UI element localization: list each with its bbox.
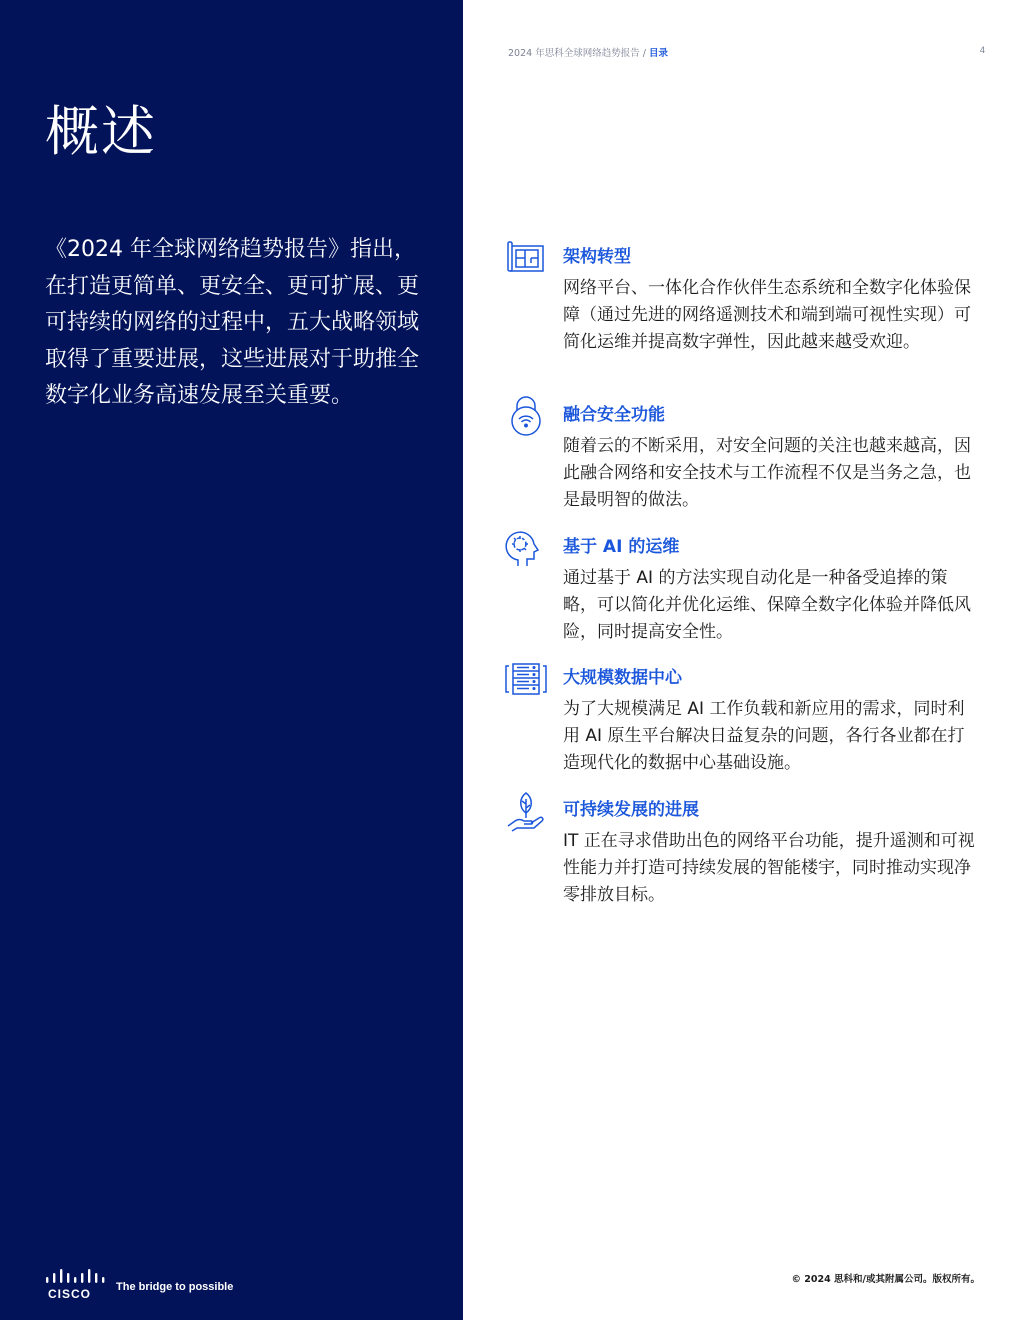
blueprint-icon [505,237,547,279]
intro-paragraph: 《2024 年全球网络趋势报告》指出，在打造更简单、更安全、更可扩展、更可持续的网络的过程中，五大战略领域取得了重要进展，这些进展对于助推全数字化业务高速发展至关重要。 [45,237,420,408]
wifi-lock-icon [505,395,547,437]
section-body: 网络平台、一体化合作伙伴生态系统和全数字化体验保障（通过先进的网络遥测技术和端到端可视性实现）可简化运维并提高数字弹性，因此越来越受欢迎。 [563,278,971,352]
section-body: 随着云的不断采用，对安全问题的关注也越来越高，因此融合网络和安全技术与工作流程不仅是当务之急，也是最明智的做法。 [563,436,971,510]
cisco-wordmark: CISCO [48,1287,92,1300]
copyright-notice: © 2024 思科和/或其附属公司。版权所有。 [791,1274,980,1285]
section-body: IT 正在寻求借助出色的网络平台功能，提升遥测和可视性能力并打造可持续发展的智能楼宇，同时推动实现净零排放目标。 [563,831,975,905]
report-title: 2024 年思科全球网络趋势报告 / [508,48,649,59]
section-title: 基于 AI 的运维 [563,537,680,557]
server-rack-icon [505,658,547,700]
ai-head-icon [505,527,547,569]
brand-tagline: The bridge to possible [116,1281,234,1293]
hand-leaf-icon [505,790,547,832]
section-title: 大规模数据中心 [563,668,682,688]
page-title: 概述 [45,100,157,163]
cisco-logo [45,1268,105,1300]
running-header [508,45,668,59]
page-number: 4 [979,45,985,56]
section-title: 可持续发展的进展 [563,800,699,820]
section-title: 架构转型 [563,247,631,267]
section-title: 融合安全功能 [563,405,665,425]
section-body: 通过基于 AI 的方法实现自动化是一种备受追捧的策略，可以简化并优化运维、保障全数字化体验并降低风险，同时提高安全性。 [563,568,971,642]
section-body: 为了大规模满足 AI 工作负载和新应用的需求，同时利用 AI 原生平台解决日益复杂的问题，各行各业都在打造现代化的数据中心基础设施。 [563,699,965,773]
overview-panel [0,0,463,1320]
toc-link[interactable]: 目录 [648,48,668,59]
